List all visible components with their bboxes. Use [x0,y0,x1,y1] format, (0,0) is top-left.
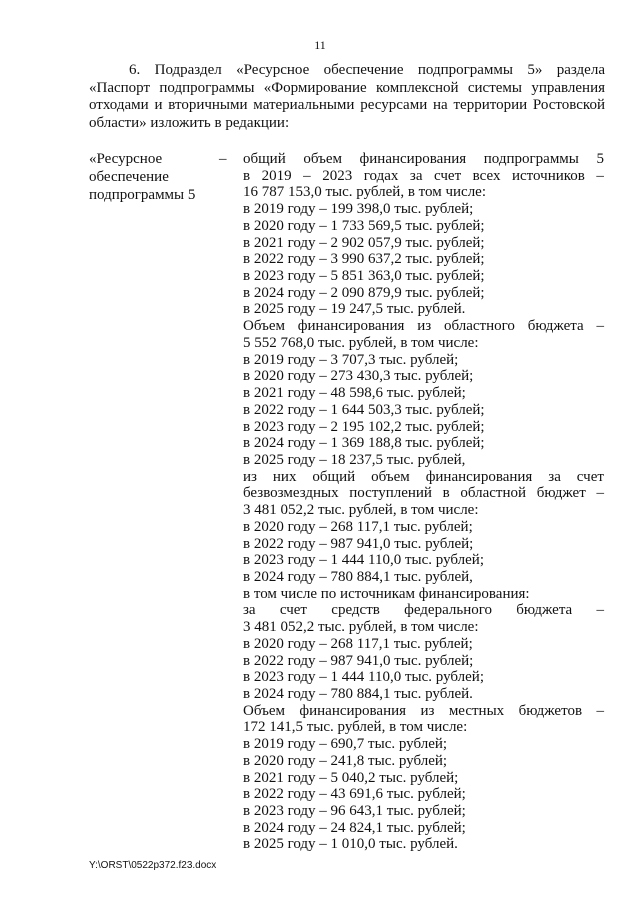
financing-line: в 2022 году – 987 941,0 тыс. рублей; [243,535,474,552]
financing-line [243,151,604,168]
section-label-line: обеспечение [89,168,169,185]
word: всех [472,167,501,184]
word: средств [331,602,380,619]
financing-line: в 2023 году – 96 643,1 тыс. рублей; [243,803,466,820]
word: объем [371,468,410,485]
label-dash: – [219,151,227,167]
section-label-line: подпрограммы 5 [89,186,196,203]
financing-line: в 2022 году – 987 941,0 тыс. рублей; [243,652,474,669]
word: из [420,702,435,719]
word: бюджетов [518,702,583,719]
financing-line: в 2024 году – 780 884,1 тыс. рублей, [243,568,473,585]
word: областного [443,318,515,335]
word: счет [576,468,604,485]
word: поступлений [349,485,432,502]
financing-line: в том числе по источникам финансирования: [243,585,530,602]
financing-line: 3 481 052,2 тыс. рублей, в том числе: [243,619,479,636]
financing-line: в 2022 году – 1 644 503,3 тыс. рублей; [243,401,485,418]
word: общий [312,468,356,485]
financing-line: в 2023 году – 1 444 110,0 тыс. рублей; [243,552,484,569]
word: в [442,485,450,502]
financing-details [243,151,604,853]
financing-line: в 2019 году – 199 398,0 тыс. рублей; [243,201,474,218]
word: финансирования [297,318,405,335]
word: 2023 [322,167,353,184]
financing-line: в 2020 году – 1 733 569,5 тыс. рублей; [243,217,485,234]
financing-line: 3 481 052,2 тыс. рублей, в том числе: [243,502,479,519]
financing-line: в 2020 году – 241,8 тыс. рублей; [243,752,448,769]
word: Объем [243,318,285,335]
financing-line [243,168,604,185]
section-label-line: «Ресурсное [89,151,163,167]
word: в [243,167,251,184]
file-path-footer: Y:\ORST\0522p372.f23.docx [89,860,217,871]
financing-line: в 2025 году – 1 010,0 тыс. рублей. [243,836,458,853]
word: из [417,318,432,335]
word: счет [434,167,462,184]
financing-line: 5 552 768,0 тыс. рублей, в том числе: [243,334,479,351]
word: за [409,167,423,184]
financing-line [243,318,604,335]
financing-line [243,485,604,502]
financing-line: в 2025 году – 19 247,5 тыс. рублей. [243,301,466,318]
word: 5 [596,151,604,167]
financing-line [243,469,604,486]
financing-line: в 2019 году – 3 707,3 тыс. рублей; [243,351,459,368]
word: общий [243,151,286,167]
word: – [596,702,604,719]
word: Объем [243,702,285,719]
intro-paragraph: 6. Подраздел «Ресурсное обеспечение подпрограммы 5» раздела «Паспорт подпрограммы «Формирование комплексной системы управления отходами и вторичными материальными ресурсами на территории Ростовской области» изложить в редакции: [89,62,605,131]
financing-line: 172 141,5 тыс. рублей, в том числе: [243,719,468,736]
page-number: 11 [314,38,326,52]
word: объем [303,151,342,167]
financing-line: в 2020 году – 268 117,1 тыс. рублей; [243,635,473,652]
word: 2019 [261,167,292,184]
financing-line: в 2024 году – 2 090 879,9 тыс. рублей; [243,284,485,301]
financing-line: в 2019 году – 690,7 тыс. рублей; [243,736,448,753]
word: счет [279,602,307,619]
financing-line: в 2024 году – 780 884,1 тыс. рублей. [243,686,473,702]
word: областной [460,485,527,502]
word: за [243,602,256,619]
financing-line: в 2023 году – 2 195 102,2 тыс. рублей; [243,418,485,435]
financing-line: в 2022 году – 3 990 637,2 тыс. рублей; [243,251,485,268]
word: – [303,167,311,184]
word: – [596,167,604,184]
financing-line: 16 787 153,0 тыс. рублей, в том числе: [243,184,487,201]
word: безвозмездных [243,485,339,502]
word: бюджета [527,318,584,335]
financing-line [243,602,604,619]
financing-line: в 2023 году – 5 851 363,0 тыс. рублей; [243,268,485,285]
financing-line: в 2021 году – 5 040,2 тыс. рублей; [243,769,459,786]
financing-line: в 2021 году – 2 902 057,9 тыс. рублей; [243,234,485,251]
financing-line: в 2023 году – 1 444 110,0 тыс. рублей; [243,669,484,686]
word: местных [448,702,505,719]
financing-line: в 2025 году – 18 237,5 тыс. рублей, [243,451,466,468]
section-label [89,151,219,204]
financing-line: в 2022 году – 43 691,6 тыс. рублей; [243,786,466,803]
word: – [596,485,604,502]
financing-line: в 2024 году – 1 369 188,8 тыс. рублей; [243,435,485,452]
word: из [243,468,257,485]
word: финансирования [359,151,467,167]
financing-line: в 2024 году – 24 824,1 тыс. рублей; [243,819,466,836]
word: финансирования [425,468,533,485]
word: источников [512,167,585,184]
financing-line [243,703,604,720]
word: за [548,468,561,485]
word: – [596,318,604,335]
word: бюджет [536,485,586,502]
word: них [272,468,297,485]
word: бюджета [516,602,573,619]
word: финансирования [299,702,407,719]
financing-line: в 2021 году – 48 598,6 тыс. рублей; [243,385,466,402]
word: подпрограммы [483,151,579,167]
word: федерального [404,602,492,619]
financing-line: в 2020 году – 273 430,3 тыс. рублей; [243,368,474,385]
financing-line: в 2020 году – 268 117,1 тыс. рублей; [243,518,473,535]
word: – [596,602,604,619]
word: годах [363,167,399,184]
